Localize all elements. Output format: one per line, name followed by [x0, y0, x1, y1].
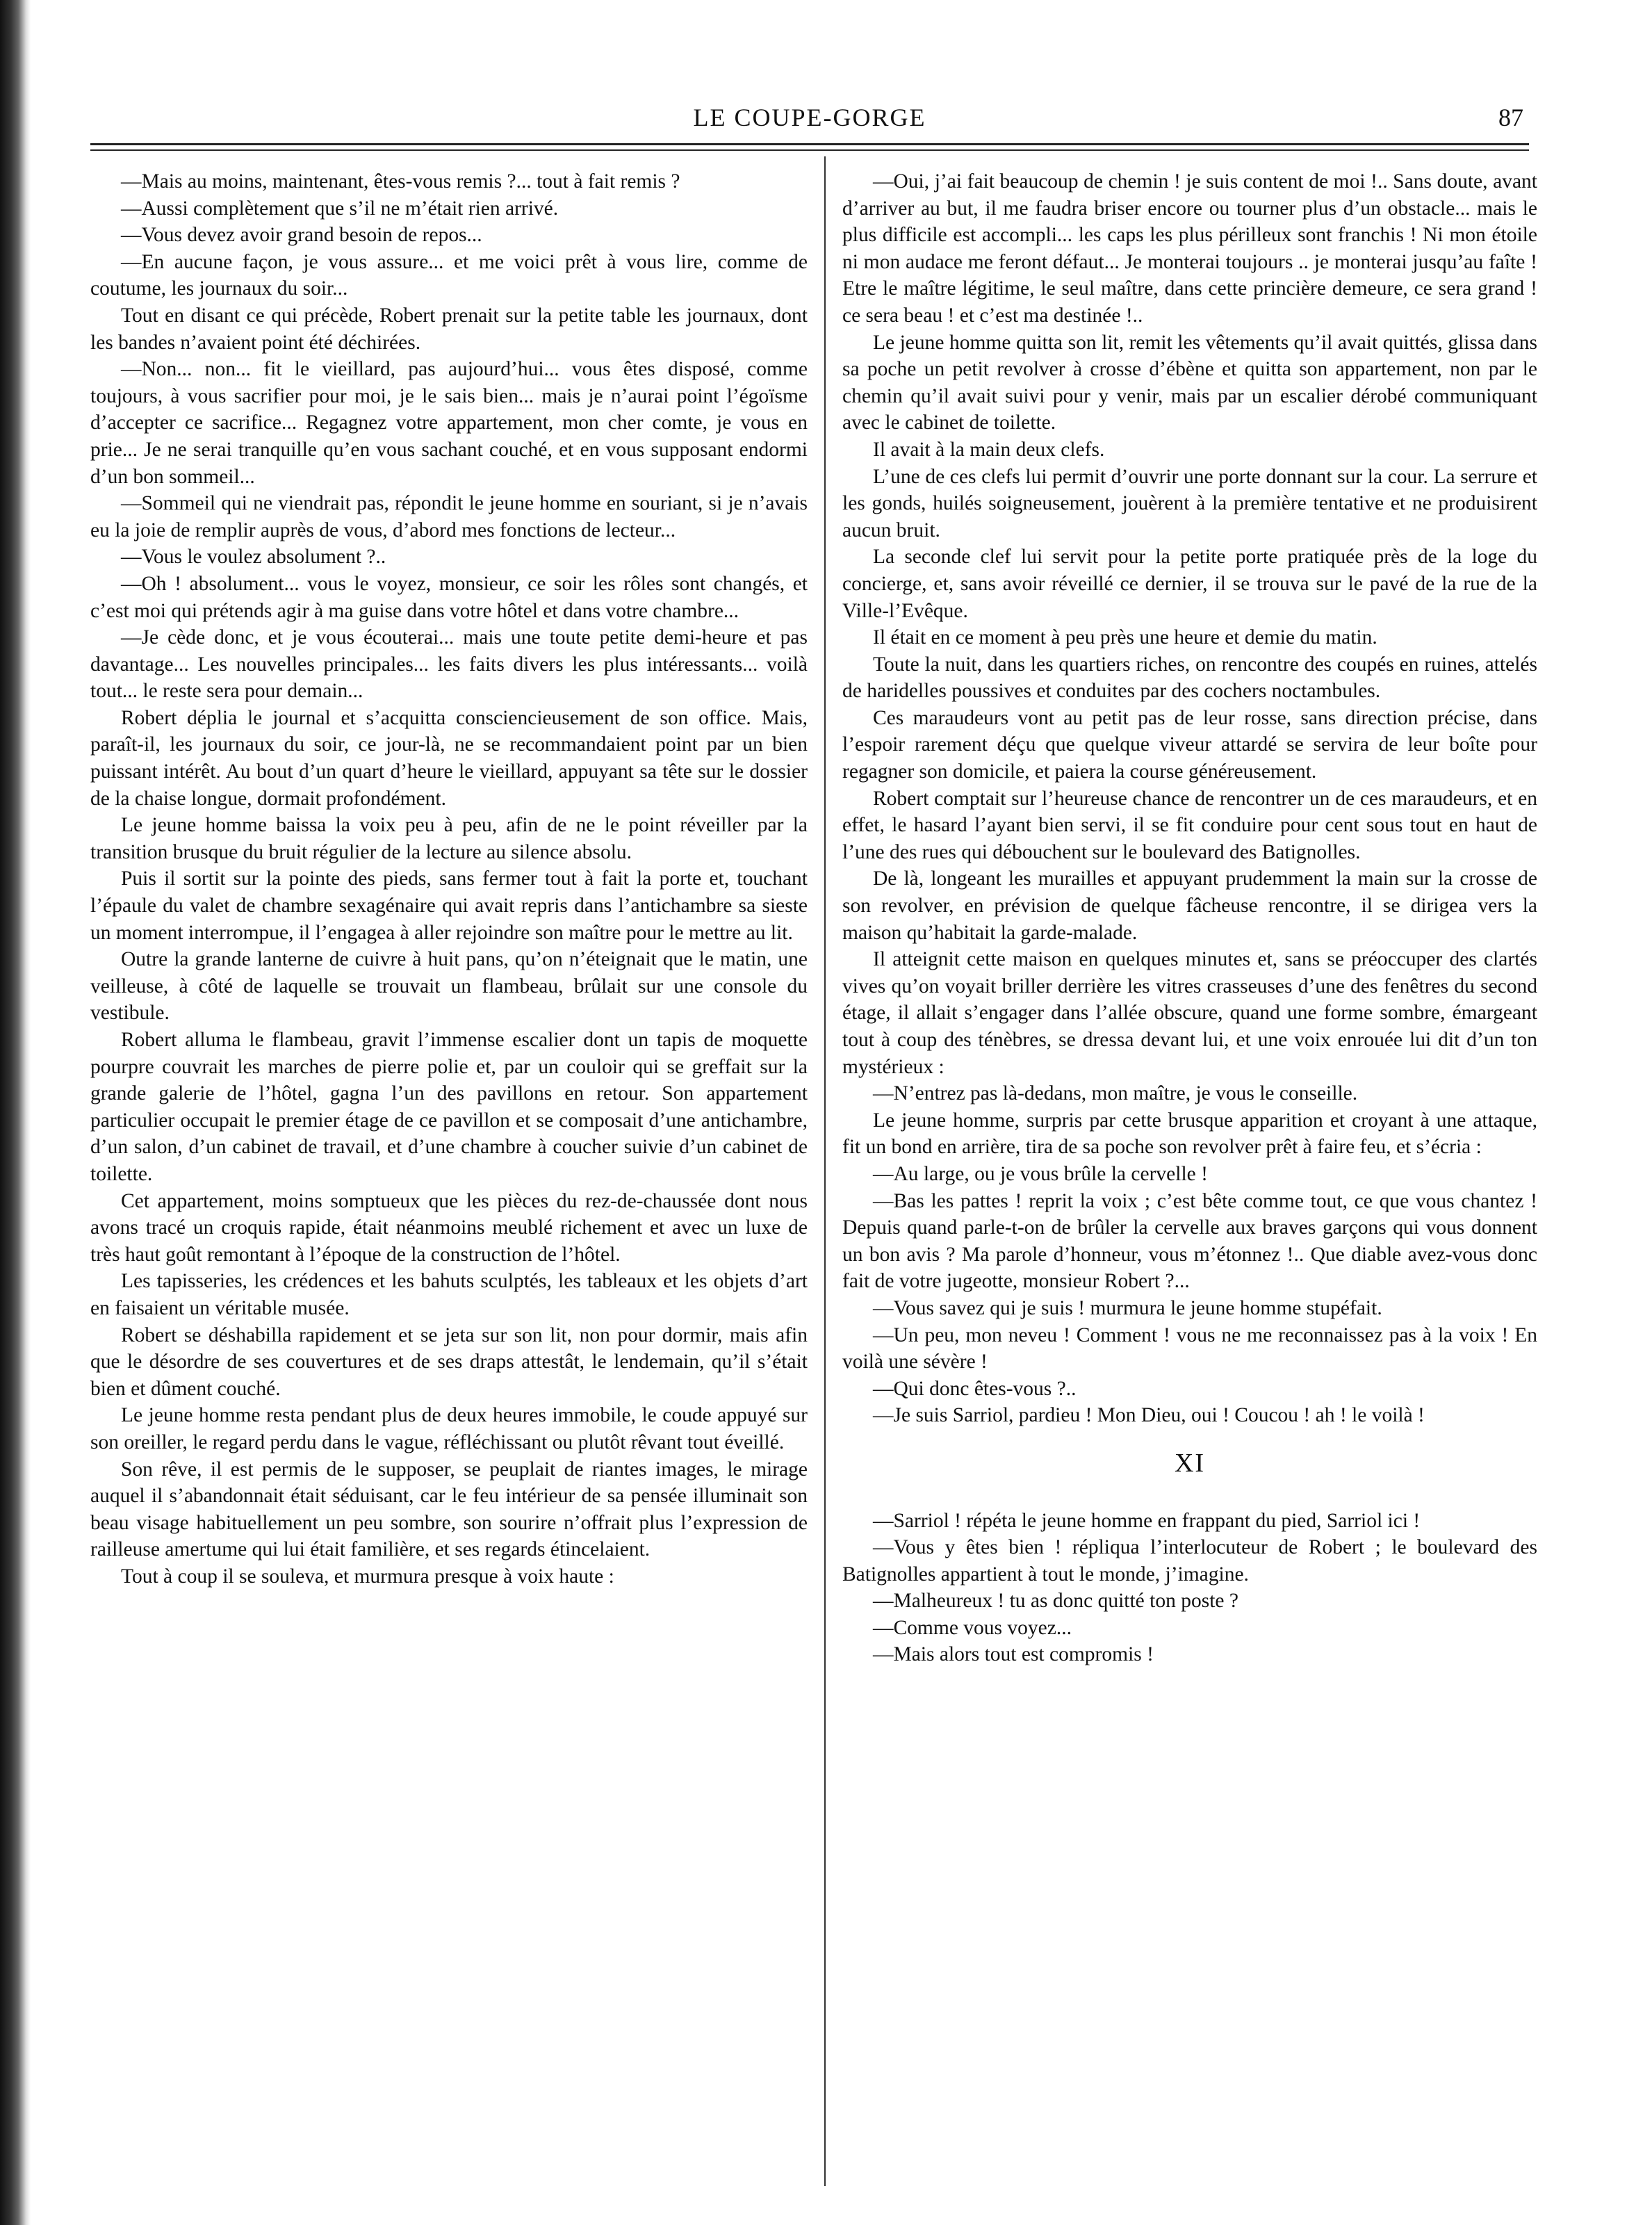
paragraph: Tout en disant ce qui précède, Robert prenait sur la petite table les journaux, dont les bandes n’avaient point été déchirées.	[90, 304, 808, 354]
paragraph: —Malheureux ! tu as donc quitté ton poste ?	[873, 1590, 1238, 1613]
paragraph: —Sarriol ! répéta le jeune homme en frappant du pied, Sarriol ici !	[873, 1509, 1421, 1532]
paragraph: Le jeune homme quitta son lit, remit les vêtements qu’il avait quittés, glissa dans sa poche un petit revolver à crosse d’ébène et quitta son appartement, non par le chemin qu’il avait suivi pour y venir, mais par un escalier dérobé communiquant avec le cabinet de toilette.	[842, 331, 1537, 434]
right-column	[842, 168, 1537, 1668]
paragraph: Puis il sortit sur la pointe des pieds, sans fermer tout à fait la porte et, touchant l’épaule du valet de chambre sexagénaire qui avait repris dans l’antichambre sa sieste un moment interrompue, il l’engagea à aller rejoindre son maître pour le mettre au lit.	[90, 867, 808, 944]
paragraph: —Vous savez qui je suis ! murmura le jeune homme stupéfait.	[873, 1296, 1382, 1319]
paragraph: Toute la nuit, dans les quartiers riches, on rencontre des coupés en ruines, attelés de haridelles poussives et conduites par des cochers noctambules.	[842, 653, 1537, 703]
page-header	[90, 103, 1529, 145]
paragraph: Cet appartement, moins somptueux que les pièces du rez-de-chaussée dont nous avons tracé un croquis rapide, était néanmoins meublé richement et avec un luxe de très haut goût remontant à l’époque de la construction de l’hôtel.	[90, 1189, 808, 1266]
paragraph: Robert déplia le journal et s’acquitta consciencieusement de son office. Mais, paraît-il, les journaux du soir, ce jour-là, ne se recommandaient point par un bien puissant intérêt. Au bout d’un quart d’heure le vieillard, appuyant sa tête sur le dossier de la chaise longue, dormait profondément.	[90, 706, 808, 810]
paragraph: —Vous le voulez absolument ?..	[121, 546, 386, 569]
header-rule	[90, 143, 1529, 145]
paragraph: —Un peu, mon neveu ! Comment ! vous ne me reconnaissez pas à la voix ! En voilà une sévère !	[842, 1323, 1537, 1374]
paragraph: Il atteignit cette maison en quelques minutes et, sans se préoccuper des clartés vives qu’on voyait briller derrière les vitres crasseuses d’une des fenêtres du second étage, il allait s’engager dans l’allée obscure, quand une forme sombre, émargeant tout à coup des ténèbres, se dressa devant lui, et une voix enrouée lui dit d’un ton mystérieux :	[842, 948, 1537, 1078]
paragraph: L’une de ces clefs lui permit d’ouvrir une porte donnant sur la cour. La serrure et les gonds, huilés soigneusement, jouèrent à la première tentative et ne produisirent aucun bruit.	[842, 465, 1537, 541]
paragraph: —Qui donc êtes-vous ?..	[873, 1377, 1077, 1400]
paragraph: —Non... non... fit le vieillard, pas aujourd’hui... vous êtes disposé, comme toujours, à vous sacrifier pour moi, je le sais bien... mais je n’aurai point l’égoïsme d’accepter ce sacrifice... Regagnez votre appartement, mon cher comte, je vous en prie... Je ne serai tranquille qu’en vous sachant couché, et en vous supposant endormi d’un bon sommeil...	[90, 358, 808, 488]
header-rule-thin	[90, 149, 1529, 151]
paragraph: —Vous devez avoir grand besoin de repos...	[121, 224, 482, 247]
paragraph: —Sommeil qui ne viendrait pas, répondit le jeune homme en souriant, si je n’avais eu la joie de remplir auprès de vous, d’abord mes fonctions de lecteur...	[90, 492, 808, 541]
paragraph: Son rêve, il est permis de le supposer, se peuplait de riantes images, le mirage auquel il s’abandonnait était séduisant, car le feu intérieur de sa pensée illuminait son beau visage habituellement un peu sombre, son sourire n’offrait plus l’expression de railleuse amertume qui lui était familière, et ses regards étincelaient.	[90, 1458, 808, 1561]
paragraph: Il était en ce moment à peu près une heure et demie du matin.	[873, 626, 1377, 649]
paragraph: —Vous y êtes bien ! répliqua l’interlocuteur de Robert ; le boulevard des Batignolles appartient à tout le monde, j’imagine.	[842, 1536, 1537, 1586]
paragraph: Robert alluma le flambeau, gravit l’immense escalier dont un tapis de moquette pourpre couvrait les marches de pierre polie et, par un couloir qui se greffait sur la grande galerie de l’hôtel, gagna l’un des pavillons en retour. Son appartement particulier occupait le premier étage de ce pavillon et se composait d’une antichambre, d’un salon, d’un cabinet de travail, et d’une chambre à coucher suivie d’un cabinet de toilette.	[90, 1029, 808, 1185]
page-binding-edge	[0, 0, 31, 2225]
paragraph: —En aucune façon, je vous assure... et me voici prêt à vous lire, comme de coutume, les journaux du soir...	[90, 250, 808, 300]
paragraph: —Oh ! absolument... vous le voyez, monsieur, ce soir les rôles sont changés, et c’est moi qui prétends agir à ma guise dans votre hôtel et dans votre chambre...	[90, 572, 808, 622]
paragraph: Robert comptait sur l’heureuse chance de rencontrer un de ces maraudeurs, et en effet, le hasard l’ayant bien servi, il se fit conduire pour cent sous tout en haut de l’une des rues qui débouchent sur le boulevard des Batignolles.	[842, 787, 1537, 863]
paragraph: Le jeune homme resta pendant plus de deux heures immobile, le coude appuyé sur son oreiller, le regard perdu dans le vague, réfléchissant ou plutôt rêvant tout éveillé.	[90, 1404, 808, 1453]
paragraph: Il avait à la main deux clefs.	[873, 438, 1105, 461]
paragraph: —Je cède donc, et je vous écouterai... mais une toute petite demi-heure et pas davantage... Les nouvelles principales... les faits divers les plus intéressants... voilà tout... le reste sera pour demain...	[90, 626, 808, 703]
paragraph: Les tapisseries, les crédences et les bahuts sculptés, les tableaux et les objets d’art en faisaient un véritable musée.	[90, 1270, 808, 1319]
paragraph: La seconde clef lui servit pour la petite porte pratiquée près de la loge du concierge, et, sans avoir réveillé ce dernier, il se trouva sur le pavé de la rue de la Ville-l’Evêque.	[842, 546, 1537, 622]
right-column-after-chapter	[842, 1508, 1537, 1669]
paragraph: Robert se déshabilla rapidement et se jeta sur son lit, non pour dormir, mais afin que le désordre de ses couvertures et de ses draps attestât, le lendemain, qu’il s’était bien et dûment couché.	[90, 1323, 808, 1400]
running-title: LE COUPE-GORGE	[693, 104, 926, 131]
paragraph: —Bas les pattes ! reprit la voix ; c’est bête comme tout, ce que vous chantez ! Depuis quand parle-t-on de brûler la cervelle aux braves garçons qui vous donnent un bon avis ? Ma parole d’honneur, vous m’étonnez !.. Que diable avez-vous donc fait de votre jugeotte, monsieur Robert ?...	[842, 1189, 1537, 1293]
paragraph: Tout à coup il se souleva, et murmura presque à voix haute :	[121, 1565, 614, 1588]
page-number: 87	[1498, 104, 1523, 131]
paragraph: —Au large, ou je vous brûle la cervelle !	[873, 1162, 1208, 1185]
left-column	[90, 168, 808, 1590]
paragraph: —Je suis Sarriol, pardieu ! Mon Dieu, oui ! Coucou ! ah ! le voilà !	[873, 1404, 1425, 1427]
paragraph: —Mais alors tout est compromis !	[873, 1643, 1154, 1666]
paragraph: —Oui, j’ai fait beaucoup de chemin ! je suis content de moi !.. Sans doute, avant d’arriver au but, il me faudra briser encore ou tourner plus d’un obstacle... mais le plus difficile est accompli... les caps les plus périlleux sont franchis ! Ni mon étoile ni mon audace me feront défaut... Je monterai toujours .. je monterai jusqu’au faîte ! Etre le maître légitime, le seul maître, dans cette princière demeure, ce sera grand ! ce sera beau ! et c’est ma destinée !..	[842, 170, 1537, 327]
paragraph: —Mais au moins, maintenant, êtes-vous remis ?... tout à fait remis ?	[121, 170, 680, 193]
column-divider	[824, 156, 826, 2186]
paragraph: Ces maraudeurs vont au petit pas de leur rosse, sans direction précise, dans l’espoir rarement déçu que quelque viveur attardé se servira de leur boîte pour regagner son domicile, et paiera la course généreusement.	[842, 706, 1537, 783]
chapter-heading: XI	[1174, 1448, 1206, 1478]
paragraph: —Aussi complètement que s’il ne m’était rien arrivé.	[121, 197, 559, 220]
paragraph: Outre la grande lanterne de cuivre à huit pans, qu’on n’éteignait que le matin, une veilleuse, à côté de laquelle se trouvait un flambeau, brûlait sur une console du vestibule.	[90, 948, 808, 1025]
right-column-before-chapter	[842, 168, 1537, 1429]
paragraph: —Comme vous voyez...	[873, 1616, 1072, 1639]
paragraph: Le jeune homme, surpris par cette brusque apparition et croyant à une attaque, fit un bond en arrière, tira de sa poche son revolver prêt à faire feu, et s’écria :	[842, 1109, 1537, 1159]
paragraph: Le jeune homme baissa la voix peu à peu, afin de ne le point réveiller par la transition brusque du bruit régulier de la lecture au silence absolu.	[90, 814, 808, 863]
paragraph: —N’entrez pas là-dedans, mon maître, je vous le conseille.	[873, 1082, 1358, 1105]
paragraph: De là, longeant les murailles et appuyant prudemment la main sur la crosse de son revolver, en prévision de quelque fâcheuse rencontre, il se dirigea vers la maison qu’habitait la garde-malade.	[842, 867, 1537, 944]
